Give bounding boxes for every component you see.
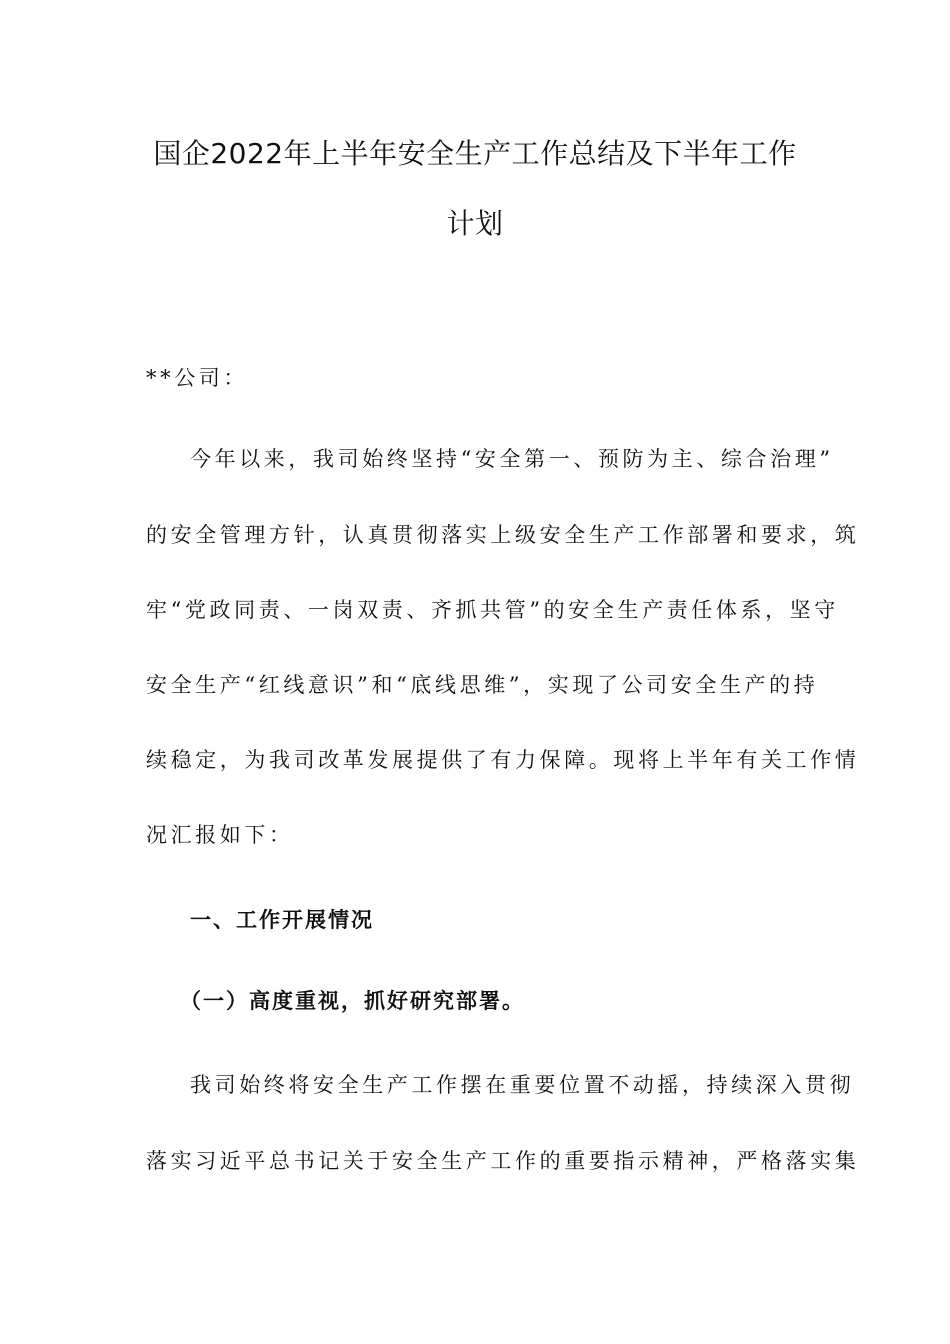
paragraph-1-line-1: 今年以来，我司始终坚持“安全第一、预防为主、综合治理” <box>190 447 834 471</box>
paragraph-2-line-1: 我司始终将安全生产工作摆在重要位置不动摇，持续深入贯彻 <box>190 1073 855 1097</box>
section-heading-1: 一、工作开展情况 <box>190 908 374 932</box>
paragraph-1-line-2: 的安全管理方针，认真贯彻落实上级安全生产工作部署和要求，筑 <box>146 523 860 547</box>
paragraph-1-line-5: 续稳定，为我司改革发展提供了有力保障。现将上半年有关工作情 <box>146 748 860 772</box>
paragraph-1-line-4: 安全生产“红线意识”和“底线思维”，实现了公司安全生产的持 <box>146 673 819 697</box>
paragraph-1-line-3: 牢“党政同责、一岗双责、齐抓共管”的安全生产责任体系，坚守 <box>146 598 839 622</box>
paragraph-1-line-6: 况汇报如下： <box>146 823 294 847</box>
document-title-line-1: 国企2022年上半年安全生产工作总结及下半年工作 <box>153 137 797 170</box>
paragraph-2-line-2: 落实习近平总书记关于安全生产工作的重要指示精神，严格落实集 <box>146 1149 860 1173</box>
salutation: **公司： <box>146 366 248 390</box>
subsection-heading-1: （一）高度重视，抓好研究部署。 <box>180 989 525 1013</box>
document-title-line-2: 计划 <box>446 207 504 240</box>
